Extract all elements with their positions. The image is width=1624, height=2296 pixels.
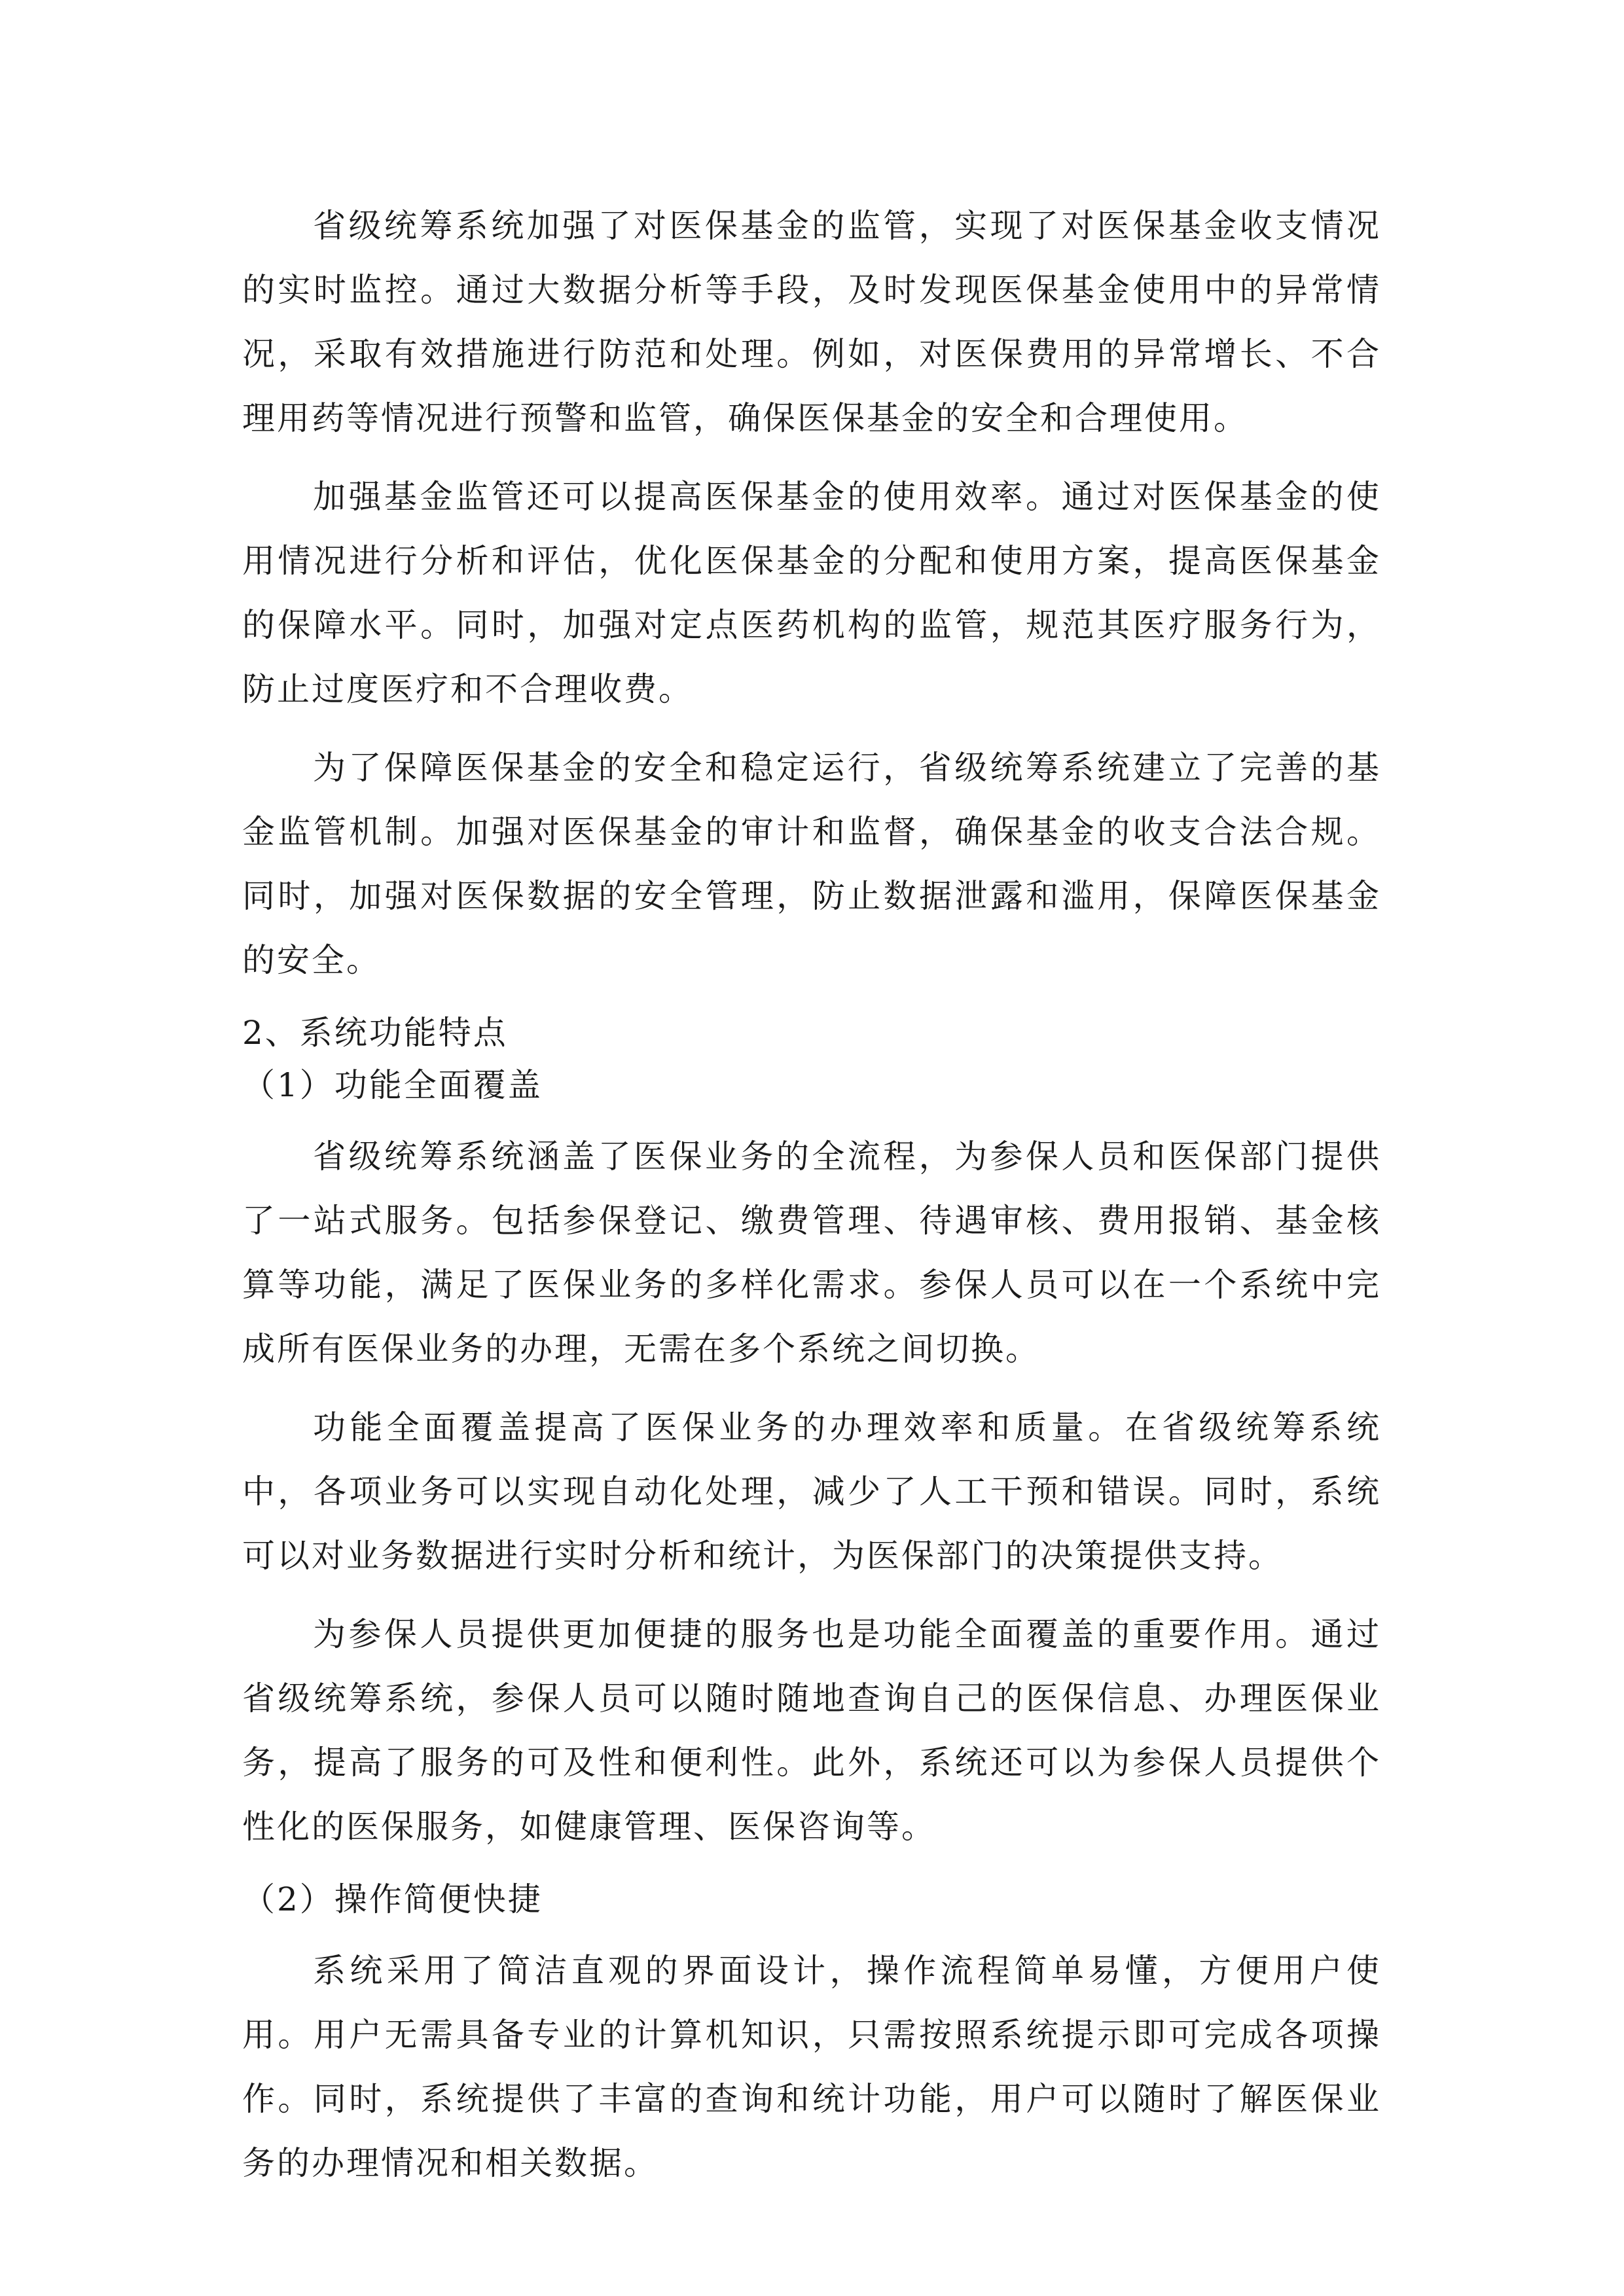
subsection-heading-2: （2）操作简便快捷 — [242, 1880, 543, 1918]
subsection-heading-1: （1）功能全面覆盖 — [242, 1066, 543, 1104]
paragraph-simple-operation: 系统采用了简洁直观的界面设计，操作流程简单易懂，方便用户使用。用户无需具备专业的计算机知识，只需按照系统提示即可完成各项操作。同时，系统提供了丰富的查询和统计功能，用户可以随时了解医保业务的办理情况和相关数据。 — [242, 1952, 1381, 2182]
paragraph-efficiency-quality: 功能全面覆盖提高了医保业务的办理效率和质量。在省级统筹系统中，各项业务可以实现自动化处理，减少了人工干预和错误。同时，系统可以对业务数据进行实时分析和统计，为医保部门的决策提供支持。 — [242, 1408, 1381, 1575]
paragraph-fund-efficiency: 加强基金监管还可以提高医保基金的使用效率。通过对医保基金的使用情况进行分析和评估，优化医保基金的分配和使用方案，提高医保基金的保障水平。同时，加强对定点医药机构的监管，规范其医疗服务行为，防止过度医疗和不合理收费。 — [242, 478, 1381, 708]
paragraph-fund-mechanism: 为了保障医保基金的安全和稳定运行，省级统筹系统建立了完善的基金监管机制。加强对医保基金的审计和监督，确保基金的收支合法合规。同时，加强对医保数据的安全管理，防止数据泄露和滥用，保障医保基金的安全。 — [242, 749, 1381, 979]
paragraph-full-coverage: 省级统筹系统涵盖了医保业务的全流程，为参保人员和医保部门提供了一站式服务。包括参保登记、缴费管理、待遇审核、费用报销、基金核算等功能，满足了医保业务的多样化需求。参保人员可以在一个系统中完成所有医保业务的办理，无需在多个系统之间切换。 — [242, 1138, 1381, 1368]
paragraph-convenient-service: 为参保人员提供更加便捷的服务也是功能全面覆盖的重要作用。通过省级统筹系统，参保人员可以随时随地查询自己的医保信息、办理医保业务，提高了服务的可及性和便利性。此外，系统还可以为参保人员提供个性化的医保服务，如健康管理、医保咨询等。 — [242, 1615, 1381, 1846]
paragraph-fund-supervision: 省级统筹系统加强了对医保基金的监管，实现了对医保基金收支情况的实时监控。通过大数据分析等手段，及时发现医保基金使用中的异常情况，采取有效措施进行防范和处理。例如，对医保费用的异常增长、不合理用药等情况进行预警和监管，确保医保基金的安全和合理使用。 — [242, 207, 1381, 437]
section-heading: 2、系统功能特点 — [242, 1014, 508, 1052]
document-page — [242, 194, 1381, 2210]
